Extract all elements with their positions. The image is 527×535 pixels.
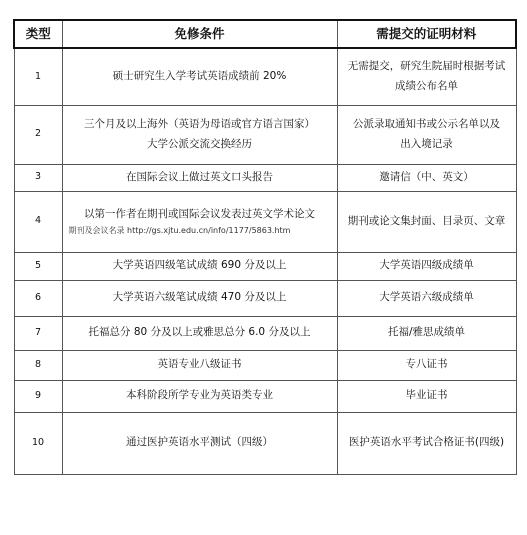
condition-cell: 英语专业八级证书 [62,350,337,380]
table-row [14,350,516,380]
condition-cell: 通过医护英语水平测试（四级） [62,412,337,474]
materials-line: 无需提交，研究生院届时根据考试 [347,59,506,72]
materials-cell: 大学英语四级成绩单 [337,252,516,280]
condition-cell: 托福总分 80 分及以上或雅思总分 6.0 分及以上 [62,316,337,350]
table-row [14,48,516,105]
table-row [14,412,516,474]
exemption-table [13,19,517,475]
materials-line: 成绩公布名单 [395,79,458,92]
materials-line: 出入境记录 [400,137,453,150]
row-number: 1 [14,48,62,105]
row-number: 8 [14,350,62,380]
condition-cell [62,191,337,252]
materials-line: 公派录取通知书或公示名单以及 [353,117,500,130]
condition-cell: 在国际会议上做过英文口头报告 [62,164,337,191]
row-number: 9 [14,380,62,412]
row-number: 7 [14,316,62,350]
materials-cell: 专八证书 [337,350,516,380]
header-condition: 免修条件 [62,20,337,48]
table-row [14,191,516,252]
condition-cell: 大学英语六级笔试成绩 470 分及以上 [62,280,337,316]
row-number: 2 [14,105,62,164]
condition-cell: 硕士研究生入学考试英语成绩前 20% [62,48,337,105]
row-number: 6 [14,280,62,316]
condition-line: 三个月及以上海外（英语为母语或官方语言国家） [84,117,315,130]
row-number: 4 [14,191,62,252]
condition-cell [62,105,337,164]
table-row [14,380,516,412]
materials-cell [337,105,516,164]
table-row [14,164,516,191]
materials-cell [337,48,516,105]
materials-cell: 毕业证书 [337,380,516,412]
condition-cell: 大学英语四级笔试成绩 690 分及以上 [62,252,337,280]
condition-line: 以第一作者在期刊或国际会议发表过英文学术论文 [84,208,315,221]
table-row [14,252,516,280]
table-row [14,280,516,316]
header-materials: 需提交的证明材料 [337,20,516,48]
table-row [14,316,516,350]
row-number: 3 [14,164,62,191]
materials-cell: 大学英语六级成绩单 [337,280,516,316]
materials-cell: 邀请信（中、英文） [337,164,516,191]
exemption-table-wrapper [13,19,515,475]
table-header-row [14,20,516,48]
condition-line: 大学公派交流交换经历 [147,137,252,150]
journal-list-note: 期刊及会议名录 http://gs.xjtu.edu.cn/info/1177/5863.htm [68,226,291,236]
materials-cell: 医护英语水平考试合格证书(四级) [337,412,516,474]
condition-cell: 本科阶段所学专业为英语类专业 [62,380,337,412]
materials-cell: 期刊或论文集封面、目录页、文章 [337,191,516,252]
header-type: 类型 [14,20,62,48]
row-number: 10 [14,412,62,474]
row-number: 5 [14,252,62,280]
materials-cell: 托福/雅思成绩单 [337,316,516,350]
table-row [14,105,516,164]
